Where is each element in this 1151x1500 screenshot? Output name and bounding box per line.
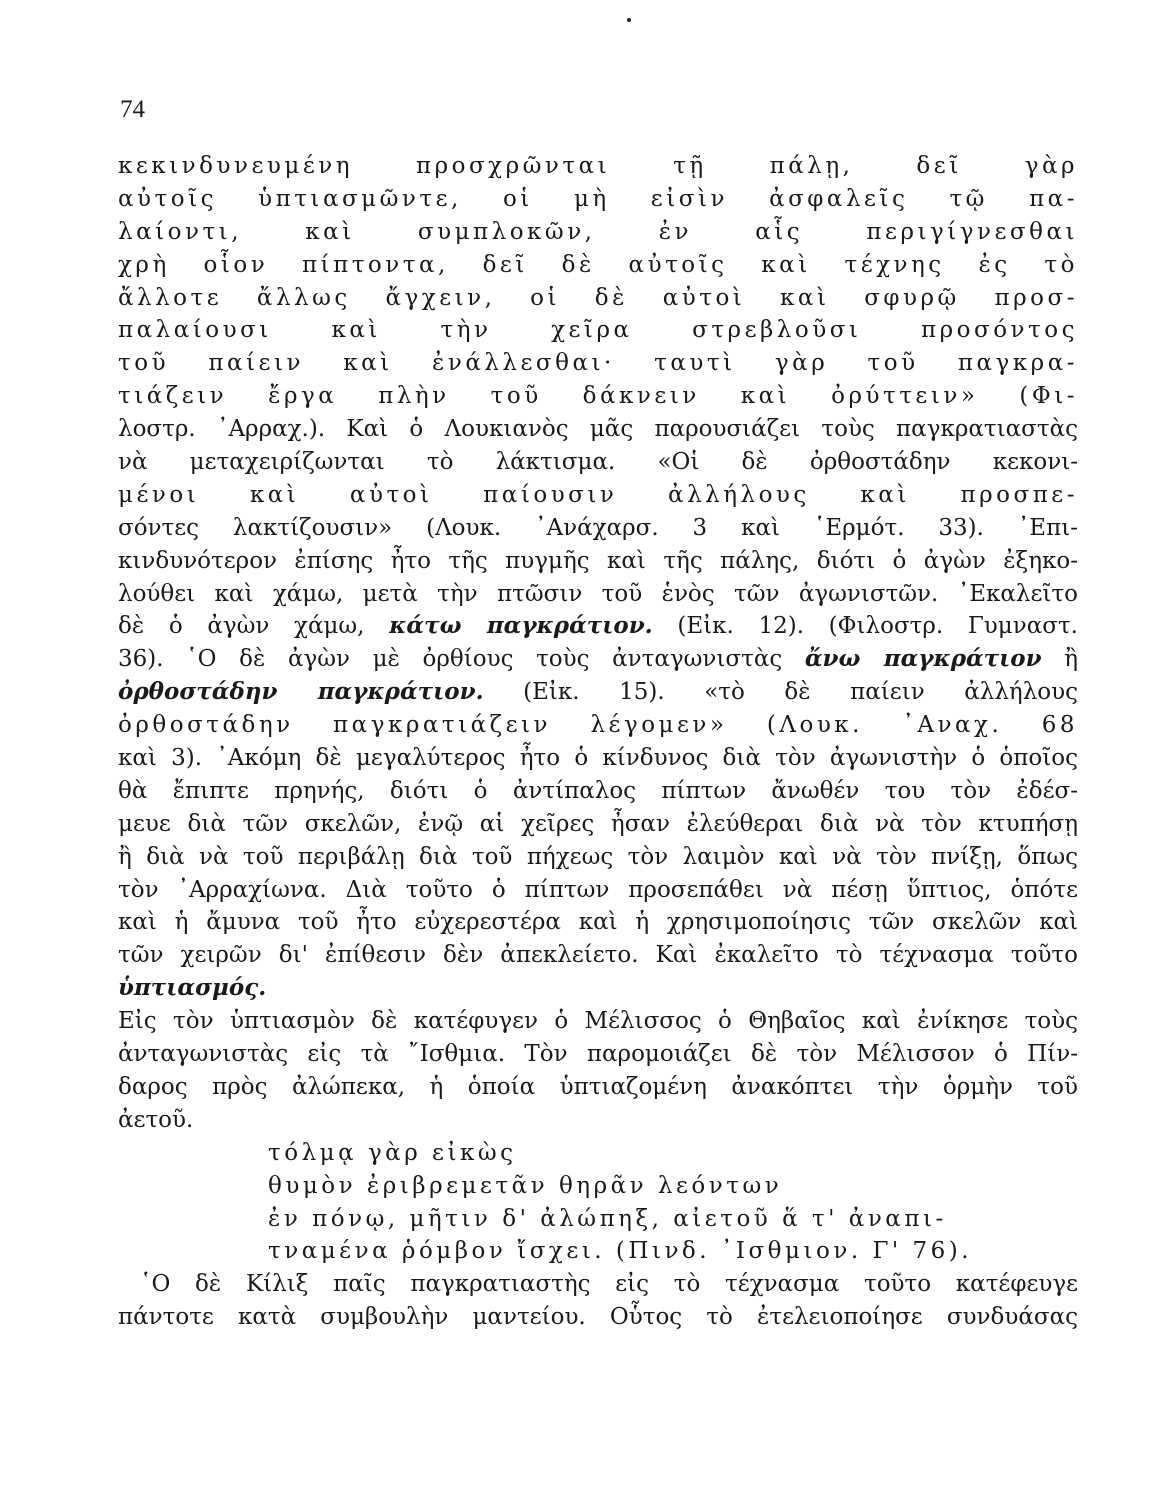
bold-term: ὀρθοστάδην παγκράτιον. (118, 678, 484, 706)
text-line: νὰ μεταχειρίζωνται τὸ λάκτισμα. «Οἱ δὲ ὀρθοστάδην κεκονι- (118, 449, 1078, 476)
text-line: καὶ 3). ᾿Ακόμη δὲ μεγαλύτερος ἦτο ὁ κίνδυνος διὰ τὸν ἀγωνιστὴν ὁ ὁποῖος (118, 745, 1078, 772)
text-line: τοῦ παίειν καὶ ἐνάλλεσθαι· ταυτὶ γὰρ τοῦ παγκρα- (118, 350, 1078, 377)
verse-line: θυμὸν ἐριβρεμετᾶν θηρᾶν λεόντων (268, 1172, 783, 1199)
text-line (118, 610, 1078, 643)
text-line (118, 972, 1078, 1005)
verse-line: τόλμᾳ γὰρ εἰκὼς (268, 1139, 517, 1166)
text-segment: (Εἰκ. 12). (Φιλοστρ. Γυμναστ. (652, 613, 1078, 640)
text-line: τὸν ᾿Αρραχίωνα. Διὰ τοῦτο ὁ πίπτων προσεπάθει νὰ πέσῃ ὕπτιος, ὁπότε (118, 876, 1078, 903)
scan-mark (627, 18, 631, 22)
body-text (118, 150, 1078, 1334)
text-line: Εἰς τὸν ὑπτιασμὸν δὲ κατέφυγεν ὁ Μέλισσος ὁ Θηβαῖος καὶ ἐνίκησε τοὺς (118, 1008, 1078, 1035)
bold-term: ἄνω παγκράτιον (804, 645, 1042, 673)
text-segment: (Εἰκ. 15). «τὸ δὲ παίειν ἀλλήλους (483, 679, 1078, 706)
page-number: 74 (120, 96, 145, 123)
text-line: θὰ ἔπιπτε πρηνής, διότι ὁ ἀντίπαλος πίπτων ἄνωθέν του τὸν ἐδέσ- (118, 777, 1078, 804)
verse-line: ἐν πόνῳ, μῆτιν δ' ἀλώπηξ, αἰετοῦ ἅ τ' ἀναπι- (268, 1205, 947, 1232)
text-line: ῾Ο δὲ Κίλιξ παῖς παγκρατιαστὴς εἰς τὸ τέχνασμα τοῦτο κατέφευγε (140, 1271, 1078, 1298)
text-line: ἄλλοτε ἄλλως ἄγχειν, οἱ δὲ αὐτοὶ καὶ σφυρῷ προσ- (118, 284, 1078, 311)
text-line: ἀετοῦ. (118, 1106, 194, 1133)
text-line: λαίοντι, καὶ συμπλοκῶν, ἐν αἷς περιγίγνεσθαι (118, 218, 1078, 245)
text-line: λοστρ. ᾿Αρραχ.). Καὶ ὁ Λουκιανὸς μᾶς παρουσιάζει τοὺς παγκρατιαστὰς (118, 416, 1078, 443)
text-line: αὐτοῖς ὑπτιασμῶντε, οἱ μὴ εἰσὶν ἀσφαλεῖς τῷ πα- (118, 185, 1078, 212)
text-segment: 36). ῾Ο δὲ ἀγὼν μὲ ὀρθίους τοὺς ἀνταγωνιστὰς (118, 646, 805, 673)
verse-line: τναμένα ῥόμβον ἴσχει. (Πινδ. ᾿Ισθμιον. Γ' 76). (268, 1238, 973, 1265)
text-segment: δὲ ὁ ἀγὼν χάμω, (118, 613, 390, 640)
text-line: τῶν χειρῶν δι' ἐπίθεσιν δὲν ἀπεκλείετο. Καὶ ἐκαλεῖτο τὸ τέχνασμα τοῦτο (118, 942, 1078, 969)
text-line (118, 643, 1078, 676)
text-line: χρὴ οἷον πίπτοντα, δεῖ δὲ αὐτοῖς καὶ τέχνης ἐς τὸ (118, 251, 1078, 278)
text-line: τιάζειν ἔργα πλὴν τοῦ δάκνειν καὶ ὀρύττειν» (Φι- (118, 383, 1078, 410)
text-segment: ἢ (1041, 646, 1078, 673)
text-line: ἀνταγωνιστὰς εἰς τὰ ῎Ισθμια. Τὸν παρομοιάζει δὲ τὸν Μέλισσον ὁ Πίν- (118, 1041, 1078, 1068)
text-line: σόντες λακτίζουσιν» (Λουκ. ᾿Ανάχαρσ. 3 καὶ ῾Ερμότ. 33). ᾿Επι- (118, 514, 1078, 541)
text-line: ὀρθοστάδην παγκρατιάζειν λέγομεν» (Λουκ. ᾿Αναχ. 68 (118, 712, 1078, 739)
text-line: καὶ ἡ ἄμυνα τοῦ ἦτο εὐχερεστέρα καὶ ἡ χρησιμοποίησις τῶν σκελῶν καὶ (118, 909, 1078, 936)
bold-term: κάτω παγκράτιον. (389, 612, 653, 640)
text-line (118, 676, 1078, 709)
text-line: παλαίουσι καὶ τὴν χεῖρα στρεβλοῦσι προσόντος (118, 317, 1078, 344)
text-line: μένοι καὶ αὐτοὶ παίουσιν ἀλλήλους καὶ προσπε- (118, 481, 1078, 508)
text-line: μευε διὰ τῶν σκελῶν, ἐνῷ αἱ χεῖρες ἦσαν ἐλεύθεραι διὰ νὰ τὸν κτυπήσῃ (118, 810, 1078, 837)
text-line: κινδυνότερον ἐπίσης ἦτο τῆς πυγμῆς καὶ τῆς πάλης, διότι ὁ ἀγὼν ἐξηκο- (118, 547, 1078, 574)
text-line: πάντοτε κατὰ συμβουλὴν μαντείου. Οὗτος τὸ ἐτελειοποίησε συνδυάσας (118, 1304, 1078, 1331)
text-line: λούθει καὶ χάμω, μετὰ τὴν πτῶσιν τοῦ ἑνὸς τῶν ἀγωνιστῶν. ᾿Εκαλεῖτο (118, 580, 1078, 607)
text-line: δαρος πρὸς ἀλώπεκα, ἡ ὁποία ὑπτιαζομένη ἀνακόπτει τὴν ὁρμὴν τοῦ (118, 1073, 1078, 1100)
text-line: ἢ διὰ νὰ τοῦ περιβάλῃ διὰ τοῦ πήχεως τὸν λαιμὸν καὶ νὰ τὸν πνίξῃ, ὅπως (118, 843, 1078, 870)
bold-term: ὑπτιασμός. (118, 974, 267, 1002)
text-line: κεκινδυνευμένη προσχρῶνται τῇ πάλῃ, δεῖ γὰρ (118, 153, 1078, 179)
